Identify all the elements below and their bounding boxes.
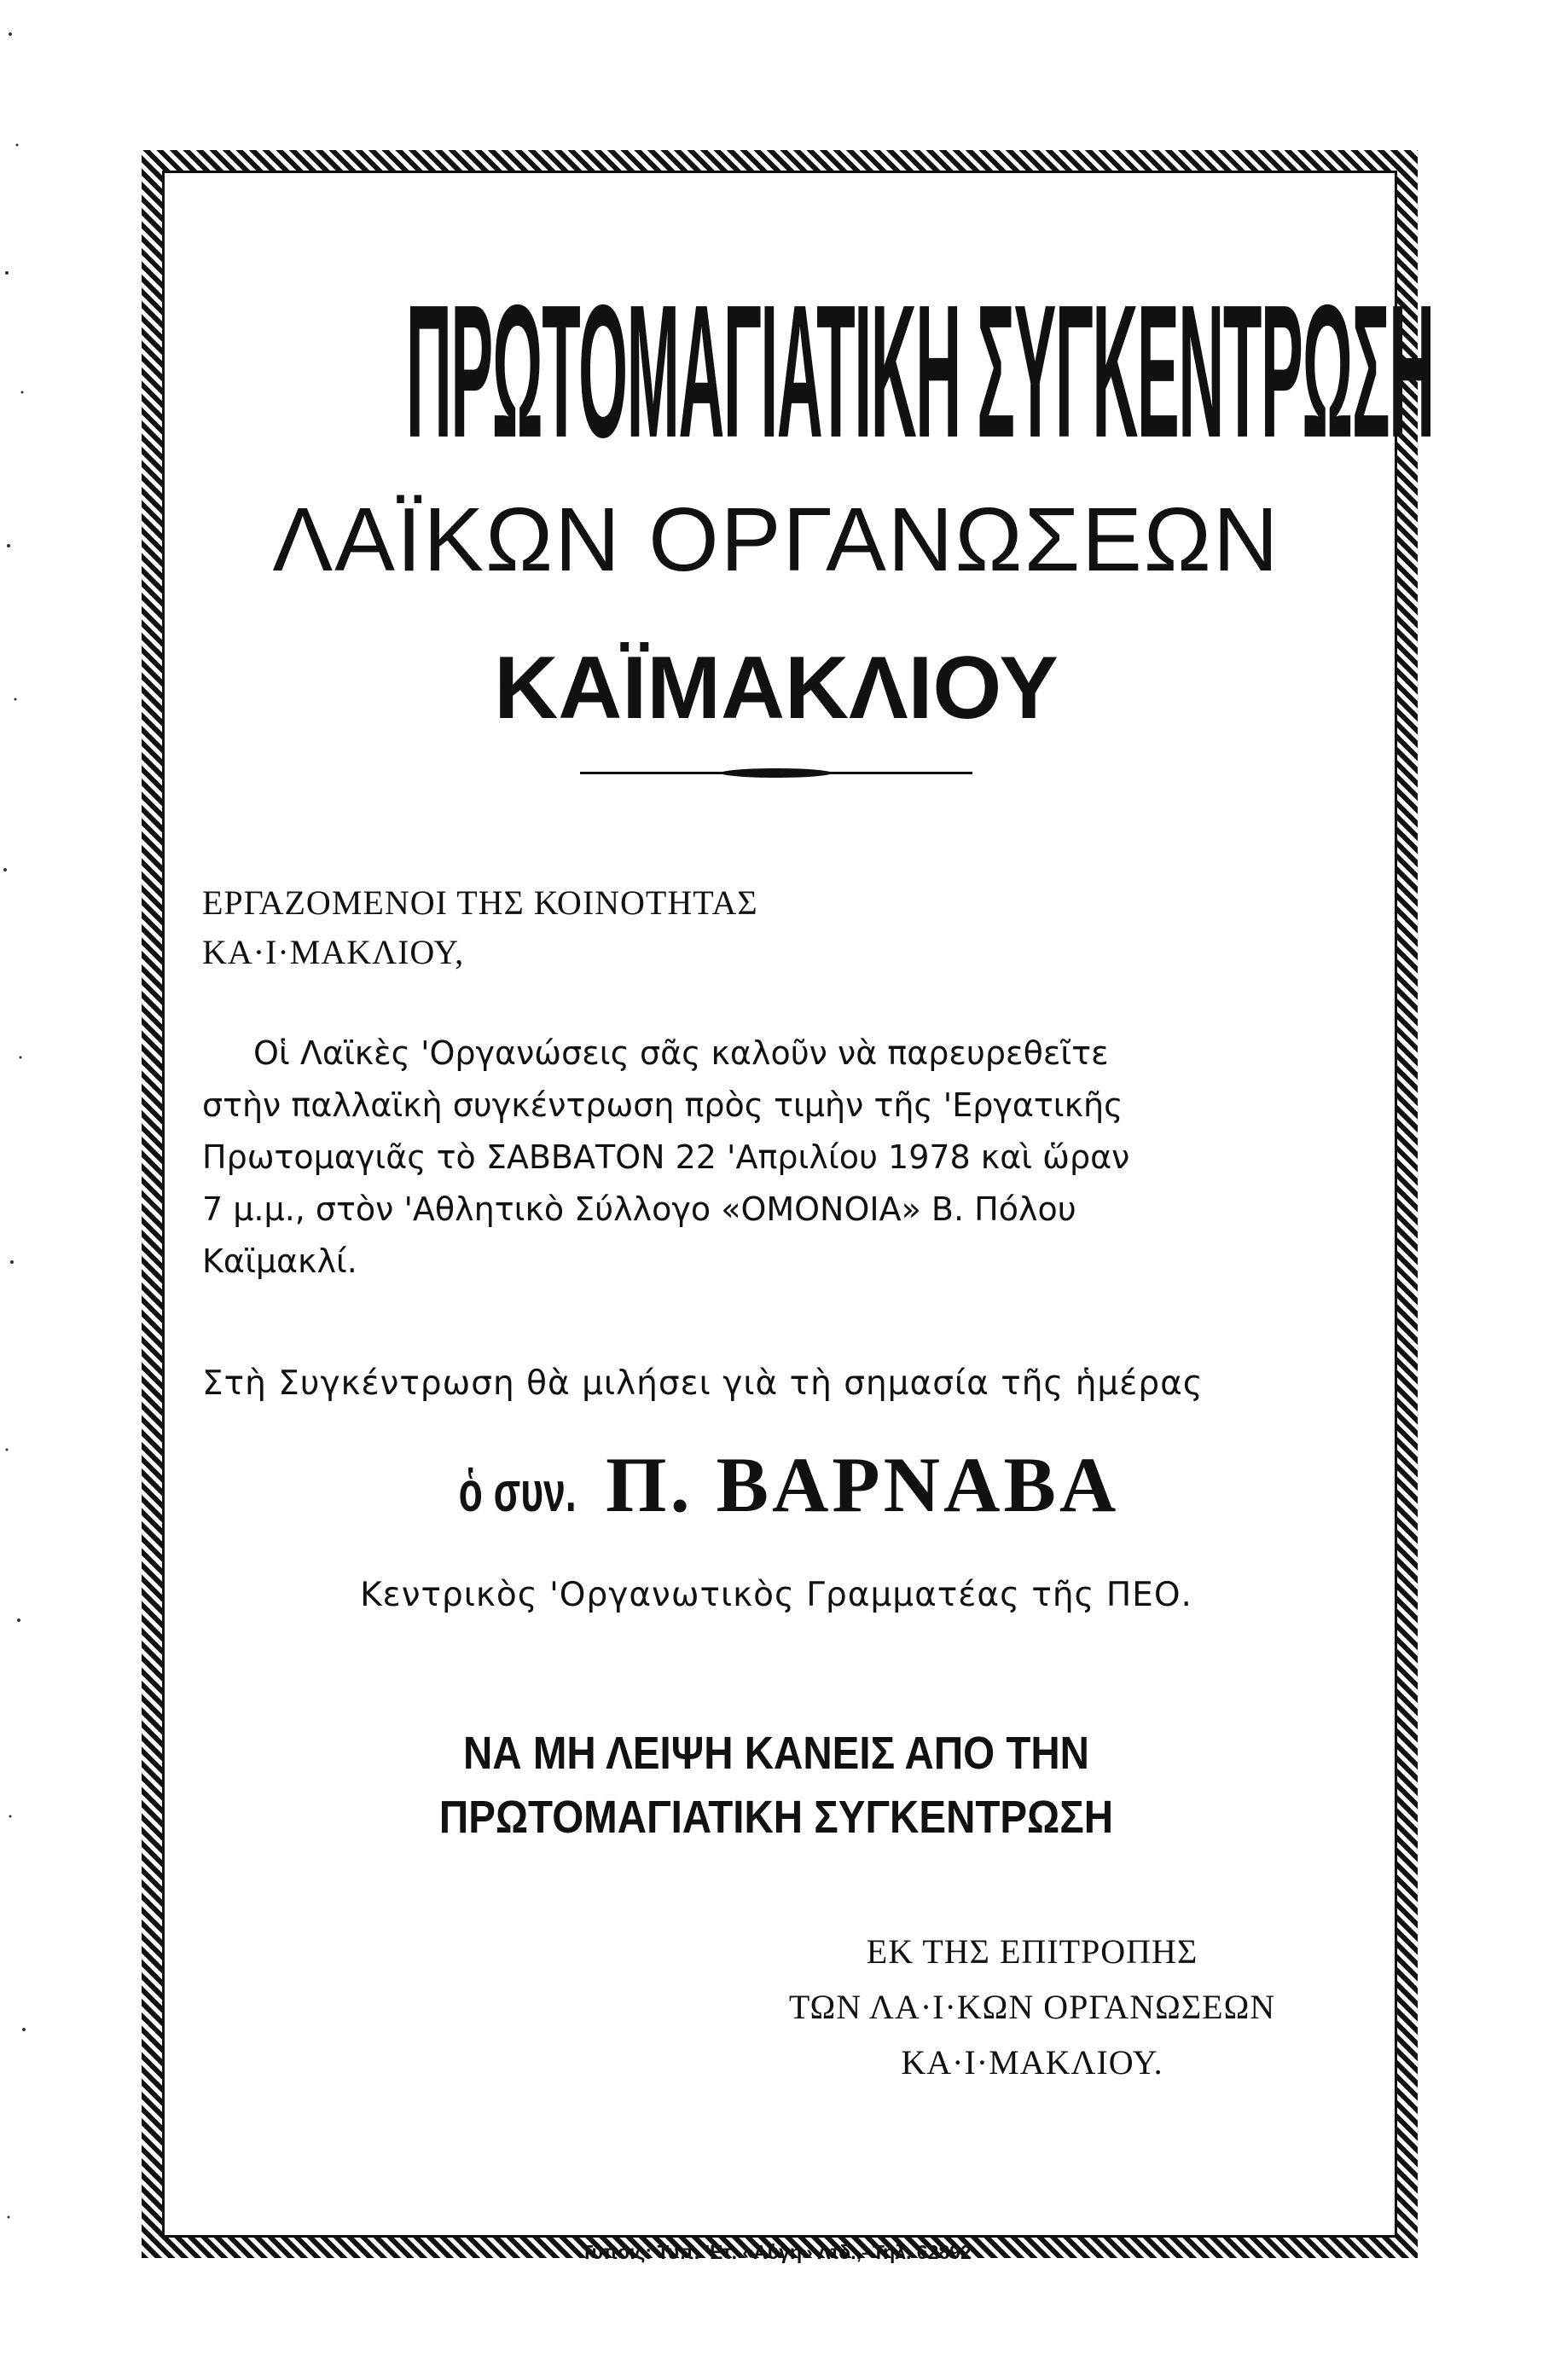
call-to-action-line: ΠΡΩΤΟΜΑΓΙΑΤΙΚΗ ΣΥΓΚΕΝΤΡΩΣΗ: [438, 1792, 1114, 1843]
divider-ornament: [721, 768, 832, 778]
paragraph-line: Οἱ Λαϊκὲς 'Οργανώσεις σᾶς καλοῦν νὰ παρευρεθεῖτε: [253, 1034, 1109, 1072]
scan-noise: [0, 0, 34, 2380]
speaker-prefix: ὁ συν.: [458, 1460, 577, 1523]
speaker-name: Π. ΒΑΡΝΑΒΑ: [606, 1441, 1120, 1528]
salutation-line: ΚΑ·Ι·ΜΑΚΛΙΟΥ,: [202, 933, 465, 971]
paragraph-line: Πρωτομαγιᾶς τὸ ΣΑΒΒΑΤΟΝ 22 'Απριλίου 1978 καὶ ὥραν: [202, 1138, 1130, 1176]
printer-imprint: Τύποις: Τυπ. 'Ετ. «Αὐγή» Λτδ.,–Τηλ. 62892: [581, 2241, 972, 2263]
salutation: [202, 878, 758, 977]
signature-line: ΕΚ ΤΗΣ ΕΠΙΤΡΟΠΗΣ: [866, 1932, 1198, 1971]
speaker-role: Κεντρικὸς 'Οργανωτικὸς Γραμματέας τῆς ΠΕΟ.: [360, 1576, 1192, 1614]
speaker-heading: [171, 1441, 1382, 1528]
signature-line: ΤΩΝ ΛΑ·Ι·ΚΩΝ ΟΡΓΑΝΩΣΕΩΝ: [788, 1988, 1276, 2026]
poster-subtitle-village: ΚΑΪΜΑΚΛΙΟΥ: [494, 639, 1059, 738]
paragraph-line: Καϊμακλί.: [202, 1242, 357, 1280]
invitation-paragraph: [202, 1028, 1371, 1288]
call-to-action-line: ΝΑ ΜΗ ΛΕΙΨΗ ΚΑΝΕΙΣ ΑΠΟ ΤΗΝ: [462, 1728, 1090, 1779]
paragraph-line: στὴν παλλαϊκὴ συγκέντρωση πρὸς τιμὴν τῆς 'Εργατικῆς: [202, 1086, 1123, 1124]
paragraph-line: 7 μ.μ., στὸν 'Αθλητικὸ Σύλλογο «ΟΜΟΝΟΙΑ» Β. Πόλου: [202, 1190, 1076, 1228]
poster-subtitle-organizations: ΛΑΪΚΩΝ ΟΡΓΑΝΩΣΕΩΝ: [272, 489, 1280, 590]
salutation-line: ΕΡΓΑΖΟΜΕΝΟΙ ΤΗΣ ΚΟΙΝΟΤΗΤΑΣ: [202, 883, 758, 922]
speech-announcement: Στὴ Συγκέντρωση θὰ μιλήσει γιὰ τὴ σημασία τῆς ἡμέρας: [202, 1364, 1204, 1403]
poster-title: ΠΡΩΤΟΜΑΓΙΑΤΙΚΗ ΣΥΓΚΕΝΤΡΩΣΗ: [406, 266, 1434, 478]
signature-line: ΚΑ·Ι·ΜΑΚΛΙΟΥ.: [901, 2043, 1163, 2082]
